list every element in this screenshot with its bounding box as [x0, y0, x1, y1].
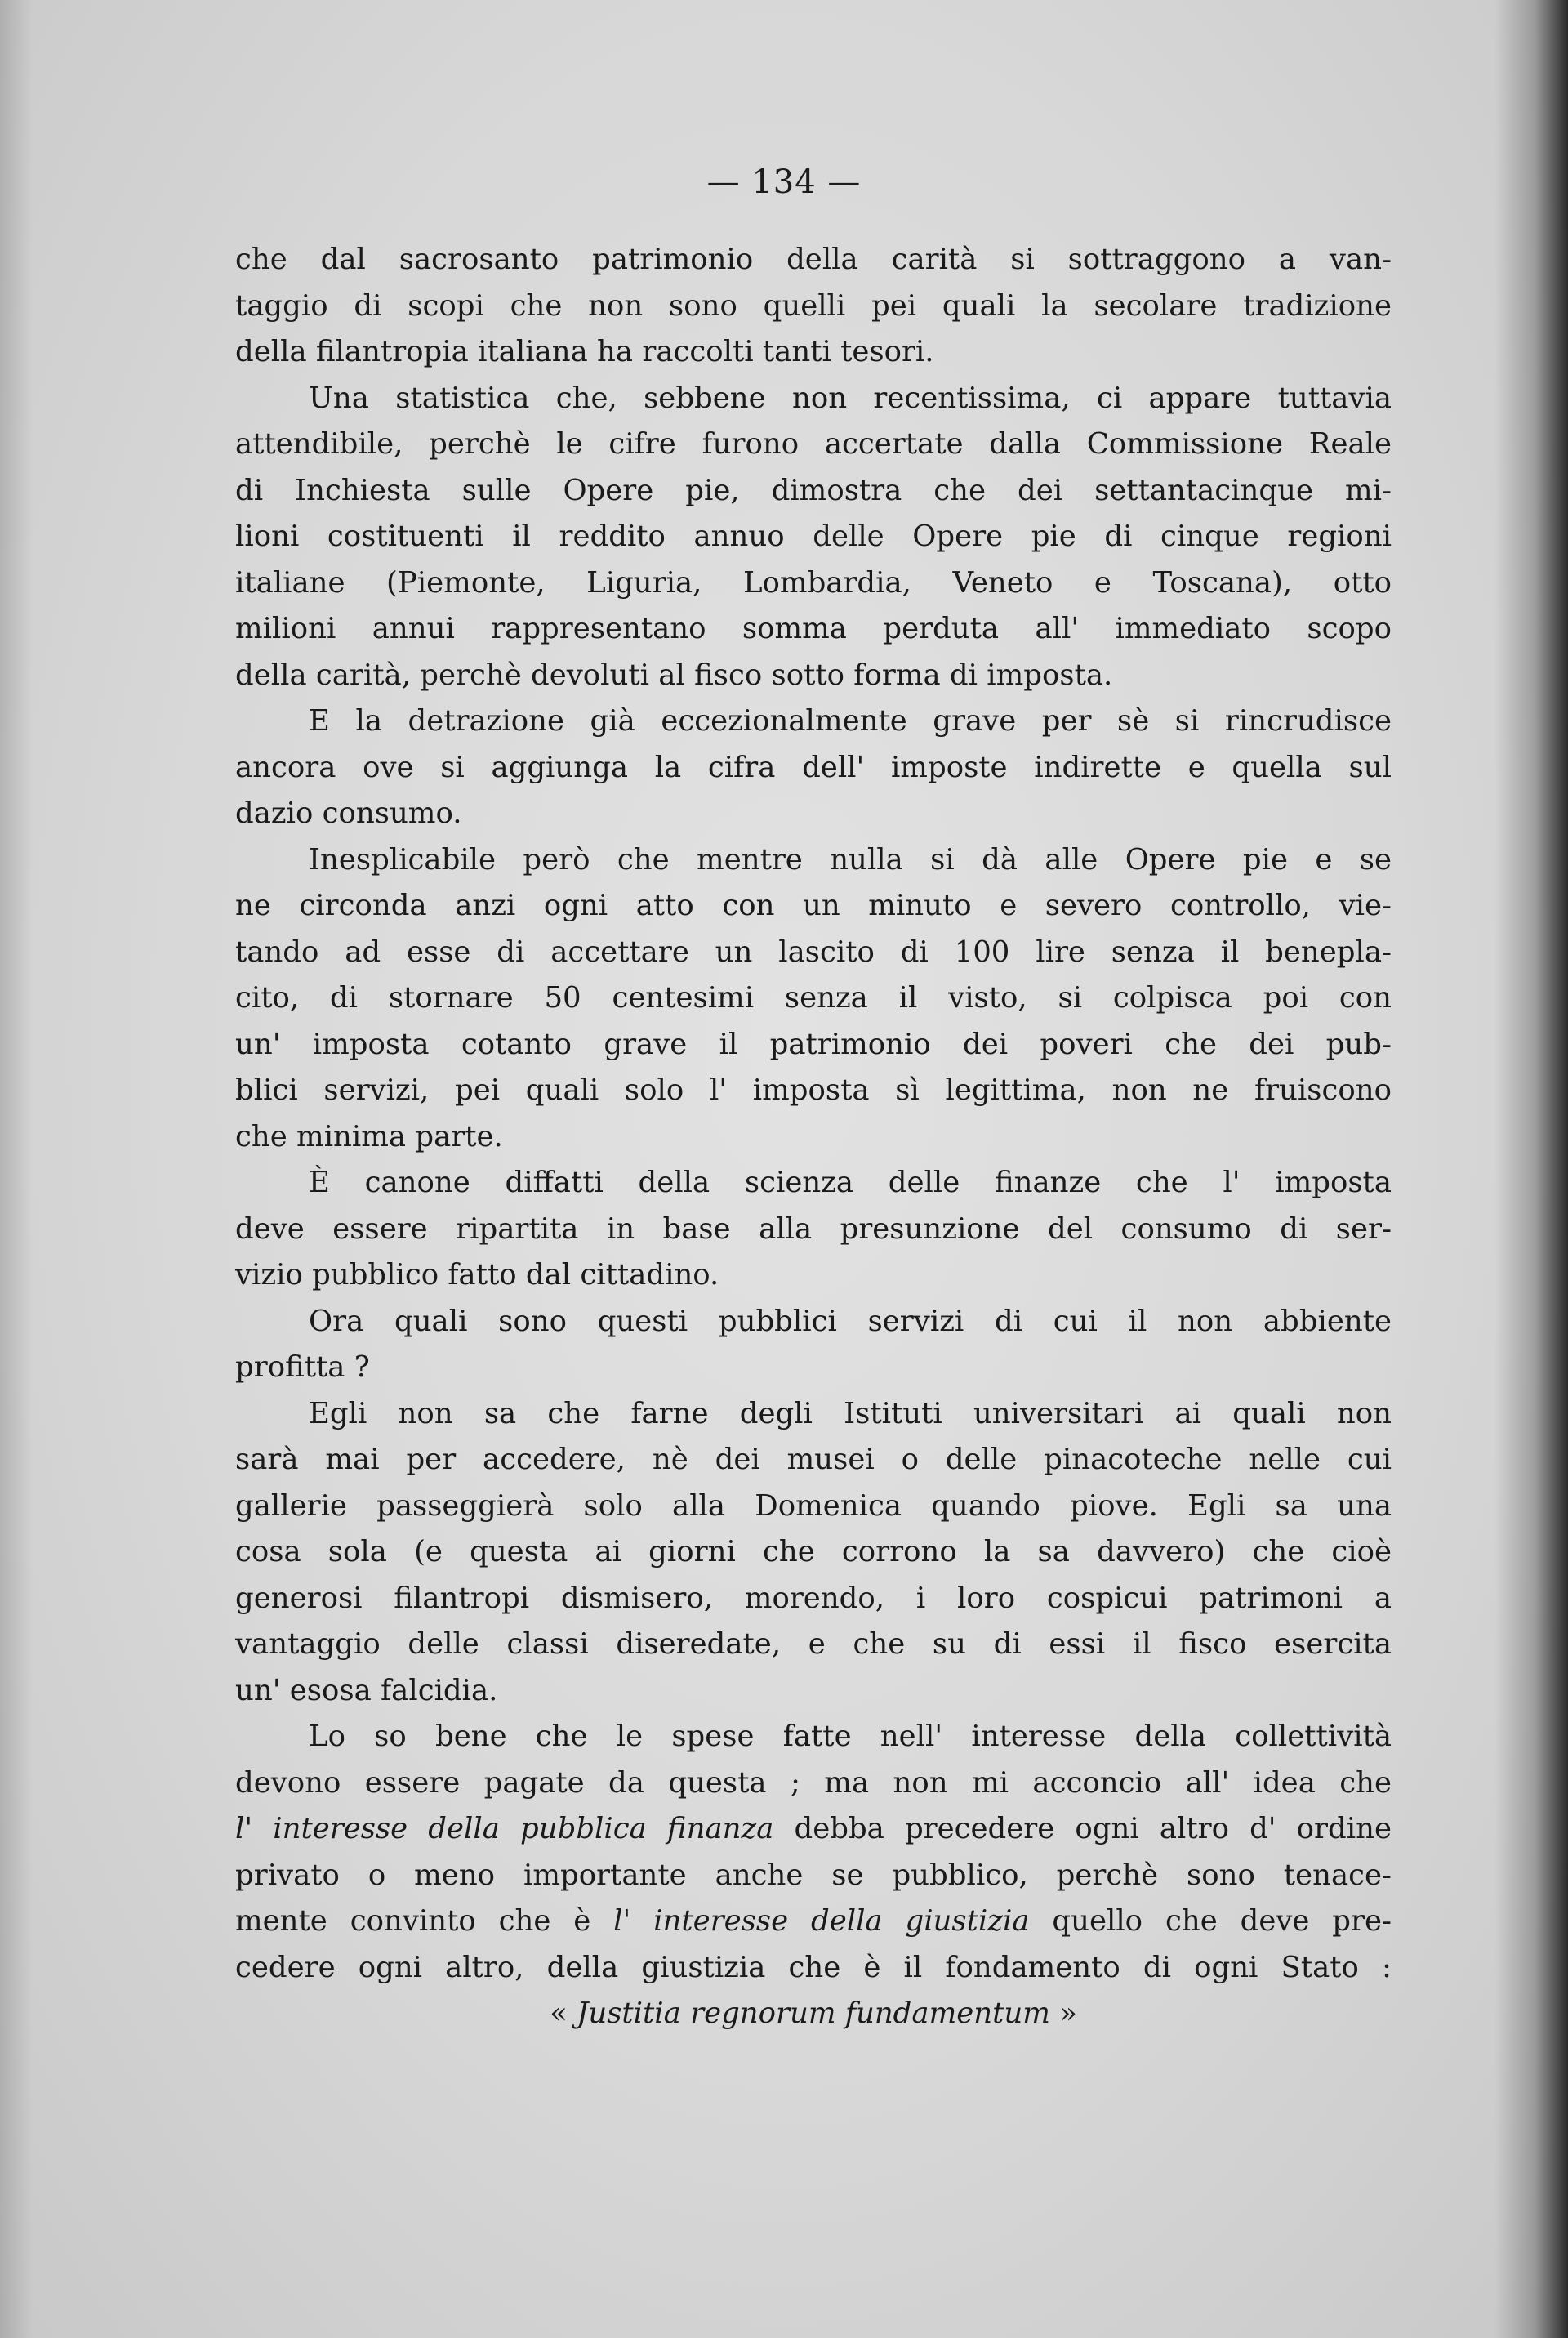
italic-phrase: l' interesse della pubblica finanza	[235, 1812, 774, 1845]
line-text: debba precedere ogni altro d' ordine	[773, 1812, 1392, 1845]
text-line: E la detrazione già eccezionalmente grave per sè si rincrudisce	[309, 704, 1392, 738]
text-line: È canone diffatti della scienza delle finanze che l' imposta	[309, 1166, 1392, 1199]
italic-phrase: Justitia regnorum fundamentum	[577, 1997, 1050, 2030]
text-line: lioni costituenti il reddito annuo delle Opere pie di cinque regioni	[235, 520, 1392, 553]
text-line: ancora ove si aggiunga la cifra dell' imposte indirette e quella sul	[235, 750, 1392, 784]
line-text: «	[550, 1997, 577, 2030]
text-line: deve essere ripartita in base alla presunzione del consumo di ser-	[235, 1211, 1392, 1246]
italic-phrase: l' interesse della giustizia	[613, 1904, 1030, 1938]
text-line: un' imposta cotanto grave il patrimonio dei poveri che dei pub-	[235, 1027, 1392, 1061]
text-line: generosi filantropi dismisero, morendo, i loro cospicui patrimoni a	[235, 1581, 1392, 1615]
text-line: Una statistica che, sebbene non recentissima, ci appare tuttavia	[309, 381, 1392, 415]
text-line: Lo so bene che le spese fatte nell' interesse della collettività	[309, 1720, 1392, 1753]
text-line: cito, di stornare 50 centesimi senza il visto, si colpisca poi con	[235, 981, 1392, 1015]
text-line: che minima parte.	[235, 1119, 503, 1153]
text-line: Egli non sa che farne degli Istituti universitari ai quali non	[309, 1396, 1392, 1430]
text-line: un' esosa falcidia.	[235, 1673, 498, 1707]
text-line: attendibile, perchè le cifre furono accertate dalla Commissione Reale	[235, 427, 1392, 461]
text-line: sarà mai per accedere, nè dei musei o delle pinacoteche nelle cui	[235, 1443, 1392, 1476]
text-line: profitta ?	[235, 1350, 370, 1384]
text-line: Inesplicabile però che mentre nulla si dà alle Opere pie e se	[309, 842, 1392, 877]
text-line: ne circonda anzi ogni atto con un minuto e severo controllo, vie-	[235, 889, 1392, 922]
body-text	[235, 237, 1392, 2037]
text-line: vizio pubblico fatto dal cittadino.	[235, 1258, 719, 1292]
text-line	[235, 1991, 1392, 2037]
text-line: devono essere pagate da questa ; ma non mi acconcio all' idea che	[235, 1765, 1392, 1800]
text-line: tando ad esse di accettare un lascito di 100 lire senza il benepla-	[235, 935, 1392, 969]
text-line: dazio consumo.	[235, 796, 462, 830]
line-text: quello che deve pre-	[1029, 1904, 1392, 1938]
text-line: della filantropia italiana ha raccolti tanti tesori.	[235, 335, 934, 368]
text-line: cedere ogni altro, della giustizia che è il fondamento di ogni Stato :	[235, 1950, 1392, 1984]
line-text: »	[1049, 1997, 1077, 2030]
text-line: milioni annui rappresentano somma perduta all' immediato scopo	[235, 612, 1392, 645]
text-line: che dal sacrosanto patrimonio della carità si sottraggono a van-	[235, 243, 1392, 276]
page-shadow-right	[1494, 0, 1568, 2338]
page-shadow-left	[0, 0, 33, 2338]
text-line: Ora quali sono questi pubblici servizi di cui il non abbiente	[309, 1304, 1392, 1338]
text-line: gallerie passeggierà solo alla Domenica quando piove. Egli sa una	[235, 1488, 1392, 1523]
text-line: taggio di scopi che non sono quelli pei quali la secolare tradizione	[235, 288, 1392, 323]
text-line	[235, 1806, 1392, 1853]
text-line	[235, 1899, 1392, 1945]
text-line: cosa sola (e questa ai giorni che corrono la sa davvero) che cioè	[235, 1535, 1392, 1568]
text-line: vantaggio delle classi diseredate, e che su di essi il fisco esercita	[235, 1627, 1392, 1661]
text-line: privato o meno importante anche se pubblico, perchè sono tenace-	[235, 1858, 1392, 1892]
text-line: blici servizi, pei quali solo l' imposta sì legittima, non ne fruiscono	[235, 1073, 1392, 1107]
page-number: — 134 —	[706, 163, 862, 201]
line-text: mente convinto che è	[235, 1904, 614, 1938]
text-line: della carità, perchè devoluti al fisco sotto forma di imposta.	[235, 658, 1113, 692]
text-line: di Inchiesta sulle Opere pie, dimostra che dei settantacinque mi-	[235, 473, 1392, 507]
text-line: italiane (Piemonte, Liguria, Lombardia, Veneto e Toscana), otto	[235, 565, 1392, 600]
